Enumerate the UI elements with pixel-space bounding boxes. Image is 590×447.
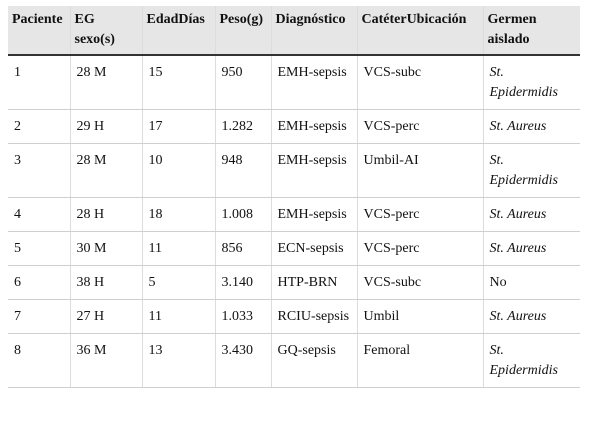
cell-paciente: 6 (8, 266, 70, 300)
cell-edad-dias: 13 (142, 334, 215, 388)
patients-table-container (8, 6, 580, 388)
cell-edad-dias: 10 (142, 144, 215, 198)
cell-edad-dias: 18 (142, 198, 215, 232)
cell-peso: 3.430 (215, 334, 271, 388)
cell-paciente: 3 (8, 144, 70, 198)
cell-cateter-ubicacion: VCS-perc (357, 198, 483, 232)
cell-germen-aislado: St. Aureus (483, 300, 580, 334)
cell-paciente: 2 (8, 110, 70, 144)
header-diagnostico: Diagnóstico (271, 6, 357, 55)
cell-diagnostico: EMH-sepsis (271, 110, 357, 144)
table-row (8, 198, 580, 232)
table-row (8, 55, 580, 110)
header-cateter-ubicacion: CatéterUbicación (357, 6, 483, 55)
table-row (8, 300, 580, 334)
cell-peso: 1.033 (215, 300, 271, 334)
cell-diagnostico: EMH-sepsis (271, 198, 357, 232)
cell-cateter-ubicacion: VCS-subc (357, 266, 483, 300)
cell-peso: 3.140 (215, 266, 271, 300)
table-header (8, 6, 580, 55)
cell-edad-dias: 15 (142, 55, 215, 110)
cell-eg-sexo: 28 H (70, 198, 142, 232)
cell-diagnostico: HTP-BRN (271, 266, 357, 300)
cell-peso: 856 (215, 232, 271, 266)
cell-cateter-ubicacion: VCS-perc (357, 232, 483, 266)
header-peso: Peso(g) (215, 6, 271, 55)
cell-cateter-ubicacion: VCS-perc (357, 110, 483, 144)
cell-eg-sexo: 28 M (70, 144, 142, 198)
cell-peso: 948 (215, 144, 271, 198)
cell-diagnostico: RCIU-sepsis (271, 300, 357, 334)
table-row (8, 144, 580, 198)
cell-diagnostico: EMH-sepsis (271, 55, 357, 110)
cell-edad-dias: 11 (142, 232, 215, 266)
cell-eg-sexo: 38 H (70, 266, 142, 300)
cell-edad-dias: 17 (142, 110, 215, 144)
table-row (8, 232, 580, 266)
cell-cateter-ubicacion: Umbil (357, 300, 483, 334)
cell-eg-sexo: 30 M (70, 232, 142, 266)
patients-table (8, 6, 580, 388)
cell-eg-sexo: 27 H (70, 300, 142, 334)
header-row (8, 6, 580, 55)
cell-diagnostico: GQ-sepsis (271, 334, 357, 388)
table-row (8, 334, 580, 388)
header-eg-sexo: EG sexo(s) (70, 6, 142, 55)
cell-paciente: 1 (8, 55, 70, 110)
cell-edad-dias: 5 (142, 266, 215, 300)
cell-germen-aislado: St. Aureus (483, 110, 580, 144)
cell-paciente: 7 (8, 300, 70, 334)
table-row (8, 266, 580, 300)
cell-eg-sexo: 36 M (70, 334, 142, 388)
cell-germen-aislado: St. Aureus (483, 232, 580, 266)
table-row (8, 110, 580, 144)
cell-paciente: 8 (8, 334, 70, 388)
cell-germen-aislado: St. Epidermidis (483, 55, 580, 110)
cell-peso: 950 (215, 55, 271, 110)
cell-peso: 1.008 (215, 198, 271, 232)
cell-edad-dias: 11 (142, 300, 215, 334)
table-body (8, 55, 580, 388)
cell-paciente: 5 (8, 232, 70, 266)
cell-germen-aislado: St. Epidermidis (483, 144, 580, 198)
cell-diagnostico: ECN-sepsis (271, 232, 357, 266)
cell-eg-sexo: 29 H (70, 110, 142, 144)
header-paciente: Paciente (8, 6, 70, 55)
cell-cateter-ubicacion: Femoral (357, 334, 483, 388)
cell-germen-aislado: St. Aureus (483, 198, 580, 232)
cell-germen-aislado: St. Epidermidis (483, 334, 580, 388)
cell-paciente: 4 (8, 198, 70, 232)
cell-diagnostico: EMH-sepsis (271, 144, 357, 198)
cell-cateter-ubicacion: Umbil-AI (357, 144, 483, 198)
cell-cateter-ubicacion: VCS-subc (357, 55, 483, 110)
header-germen-aislado: Germen aislado (483, 6, 580, 55)
header-edad-dias: EdadDías (142, 6, 215, 55)
cell-eg-sexo: 28 M (70, 55, 142, 110)
cell-germen-aislado: No (483, 266, 580, 300)
cell-peso: 1.282 (215, 110, 271, 144)
